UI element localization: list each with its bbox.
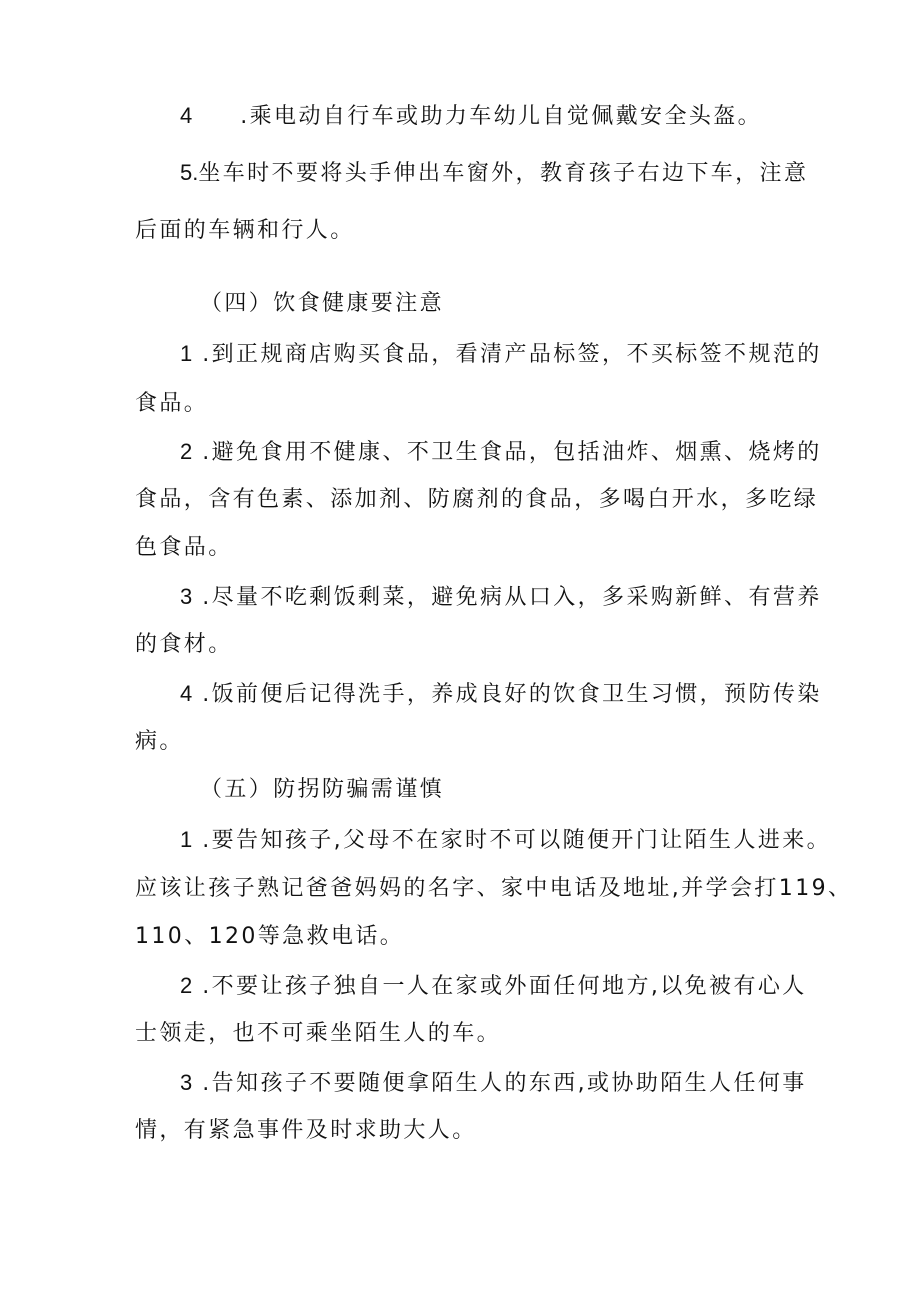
item-number: 4 [180, 681, 193, 706]
diet-item-4-continuation [135, 727, 785, 757]
item-text: .告知孩子不要随便拿陌生人的东西,或协助陌生人任何事 [202, 1071, 807, 1096]
section-heading: （四）饮食健康要注意 [200, 291, 445, 316]
section-heading-anti-abduction [200, 775, 850, 805]
item-text: 坐车时不要将头手伸出车窗外，教育孩子右边下车，注意 [198, 161, 809, 186]
item-text: 病。 [135, 729, 184, 754]
safety-item-3-continuation [135, 1116, 785, 1146]
section-heading-diet [200, 289, 850, 319]
diet-item-1 [180, 339, 830, 370]
item-text: .饭前便后记得洗手，养成良好的饮食卫生习惯，预防传染 [202, 682, 822, 707]
item-number: 1 [180, 827, 193, 852]
safety-item-2 [180, 971, 830, 1002]
safety-item-1 [180, 825, 830, 856]
item-text: .乘电动自行车或助力车幼儿自觉佩戴安全头盔。 [240, 104, 763, 129]
item-number: 3 [180, 584, 193, 609]
diet-item-3-continuation [135, 630, 785, 660]
safety-item-2-continuation [135, 1019, 785, 1049]
safety-item-1-continuation [135, 922, 785, 952]
item-4-helmet [180, 101, 830, 132]
item-text: 后面的车辆和行人。 [135, 218, 355, 243]
diet-item-2-continuation [135, 533, 785, 563]
diet-item-2 [180, 437, 830, 468]
item-number: 1 [180, 341, 193, 366]
item-text: .不要让孩子独自一人在家或外面任何地方,以免被有心人 [202, 974, 807, 999]
item-text: .避免食用不健康、不卫生食品，包括油炸、烟熏、烧烤的 [202, 440, 822, 465]
item-text: .要告知孩子,父母不在家时不可以随便开门让陌生人进来。 [202, 828, 832, 853]
item-number: 2 [180, 973, 193, 998]
item-text: 情，有紧急事件及时求助大人。 [135, 1118, 477, 1143]
item-number: 5. [180, 160, 199, 185]
diet-item-4 [180, 679, 830, 710]
item-5-continuation [135, 216, 785, 246]
diet-item-3 [180, 582, 830, 613]
item-text: 士领走，也不可乘坐陌生人的车。 [135, 1021, 502, 1046]
diet-item-2-continuation [135, 485, 819, 515]
section-heading: （五）防拐防骗需谨慎 [200, 777, 445, 802]
item-text: .到正规商店购买食品，看清产品标签，不买标签不规范的 [202, 342, 822, 367]
item-text: 食品。 [135, 391, 209, 416]
item-5-car-window [180, 158, 830, 189]
item-text: 色食品。 [135, 535, 233, 560]
diet-item-1-continuation [135, 389, 785, 419]
safety-item-3 [180, 1068, 830, 1099]
item-number: 4 [180, 103, 193, 128]
item-number: 3 [180, 1070, 193, 1095]
item-text: 应该让孩子熟记爸爸妈妈的名字、家中电话及地址,并学会打119、 [135, 876, 853, 901]
item-text: .尽量不吃剩饭剩菜，避免病从口入，多采购新鲜、有营养 [202, 585, 822, 610]
item-text: 110、120等急救电话。 [135, 924, 405, 949]
item-text: 的食材。 [135, 632, 233, 657]
item-number: 2 [180, 439, 193, 464]
safety-item-1-continuation [135, 874, 853, 904]
item-text: 食品，含有色素、添加剂、防腐剂的食品，多喝白开水，多吃绿 [135, 487, 819, 512]
